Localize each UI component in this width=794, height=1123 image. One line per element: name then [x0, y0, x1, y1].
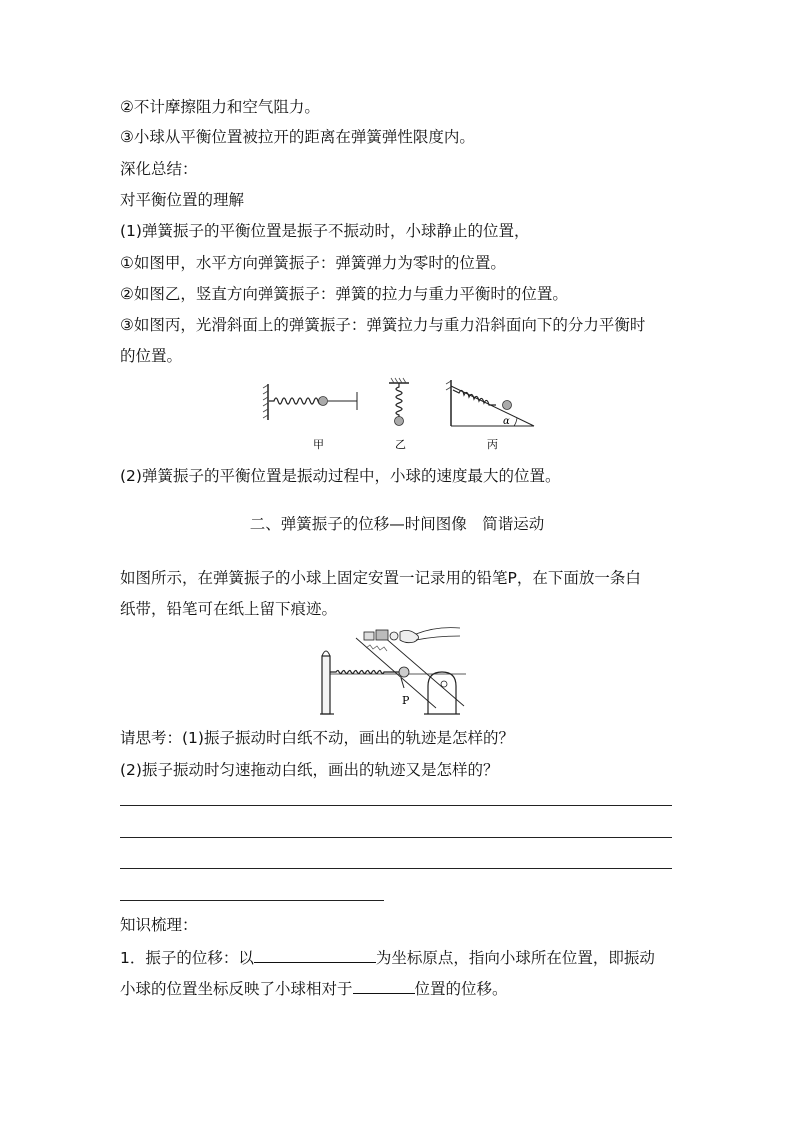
horizontal-oscillator — [263, 384, 357, 451]
text-line-13: 请思考：(1)振子振动时白纸不动，画出的轨迹是怎样的？ — [120, 729, 514, 747]
text-line-17 — [120, 977, 508, 999]
text-line-8: ③如图丙，光滑斜面上的弹簧振子：弹簧拉力与重力沿斜面向下的分力平衡时 — [120, 316, 646, 334]
answer-line-1[interactable] — [120, 805, 672, 806]
label-jia: 甲 — [313, 438, 324, 451]
text-line-7: ②如图乙，竖直方向弹簧振子：弹簧的拉力与重力平衡时的位置。 — [120, 285, 568, 303]
incline-oscillator — [446, 380, 534, 451]
text-line-1: ②不计摩擦阻力和空气阻力。 — [120, 98, 320, 116]
text-line-6: ①如图甲，水平方向弹簧振子：弹簧弹力为零时的位置。 — [120, 254, 506, 272]
fill-text-16a: 1．振子的位移：以 — [120, 949, 254, 967]
text-line-4: 对平衡位置的理解 — [120, 191, 245, 209]
text-line-15: 知识梳理： — [120, 916, 198, 934]
pencil-recorder-figure — [316, 626, 476, 716]
answer-line-3[interactable] — [120, 868, 672, 869]
answer-line-4[interactable] — [120, 900, 384, 901]
angle-alpha: α — [503, 416, 510, 427]
text-line-16 — [120, 946, 655, 968]
answer-line-2[interactable] — [120, 837, 672, 838]
spring-oscillator-figure — [260, 374, 540, 454]
text-line-3: 深化总结： — [120, 160, 198, 178]
label-bing: 丙 — [487, 438, 498, 451]
label-yi: 乙 — [395, 438, 406, 451]
text-line-5: (1)弹簧振子的平衡位置是振子不振动时，小球静止的位置， — [120, 222, 530, 240]
text-line-11: 如图所示，在弹簧振子的小球上固定安置一记录用的铅笔P，在下面放一条白 — [120, 569, 641, 587]
fill-text-16b: 为坐标原点，指向小球所在位置，即振动 — [375, 949, 655, 967]
fill-blank-origin[interactable] — [254, 946, 376, 963]
text-line-10: (2)弹簧振子的平衡位置是振动过程中，小球的速度最大的位置。 — [120, 467, 561, 485]
text-line-9: 的位置。 — [120, 347, 183, 365]
text-line-12: 纸带，铅笔可在纸上留下痕迹。 — [120, 600, 338, 618]
text-line-14: (2)振子振动时匀速拖动白纸，画出的轨迹又是怎样的？ — [120, 761, 499, 779]
section-heading: 二、弹簧振子的位移—时间图像 简谐运动 — [249, 515, 545, 533]
fill-text-17b: 位置的位移。 — [414, 980, 508, 998]
pencil-p-label: P — [402, 694, 410, 707]
text-line-2: ③小球从平衡位置被拉开的距离在弹簧弹性限度内。 — [120, 128, 475, 146]
vertical-oscillator — [389, 378, 409, 451]
fill-blank-position[interactable] — [353, 977, 415, 994]
fill-text-17a: 小球的位置坐标反映了小球相对于 — [120, 980, 353, 998]
